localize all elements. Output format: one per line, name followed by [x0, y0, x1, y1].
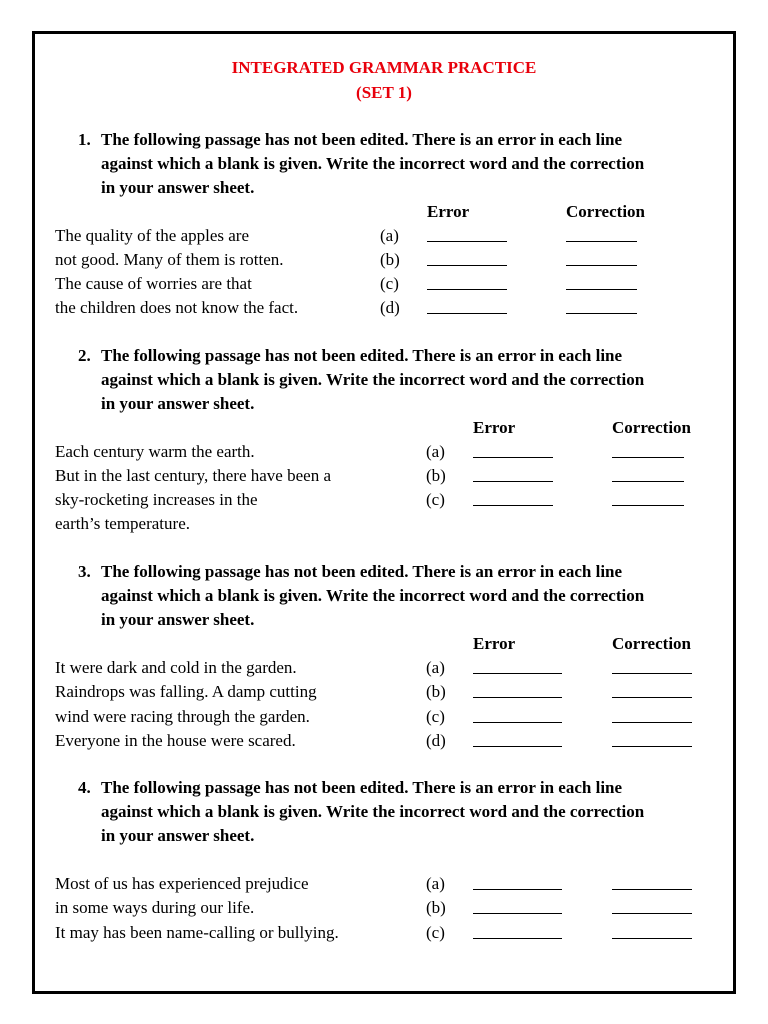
question-1-line-c: The cause of worries are that — [55, 274, 252, 293]
question-3-error-blank-a[interactable] — [473, 673, 562, 674]
question-3-line-a: It were dark and cold in the garden. — [55, 658, 297, 677]
question-4-line-a: Most of us has experienced prejudice — [55, 874, 309, 893]
question-3-correction-blank-d[interactable] — [612, 746, 692, 747]
worksheet-subtitle: (SET 1) — [356, 83, 412, 102]
question-3-label-b: (b) — [426, 682, 446, 701]
question-1-instruction: against which a blank is given. Write the incorrect word and the correction — [101, 154, 645, 173]
question-3-number: 3. — [78, 562, 91, 581]
question-4-correction-blank-a[interactable] — [612, 889, 692, 890]
question-1-correction-header: Correction — [566, 202, 645, 221]
worksheet-title: INTEGRATED GRAMMAR PRACTICE — [231, 58, 537, 77]
question-2-line-b: But in the last century, there have been a — [55, 466, 331, 485]
question-2-error-blank-b[interactable] — [473, 481, 553, 482]
question-4-label-a: (a) — [426, 874, 445, 893]
question-2-label-b: (b) — [426, 466, 446, 485]
question-2-line-d: earth’s temperature. — [55, 514, 190, 533]
question-3-correction-blank-a[interactable] — [612, 673, 692, 674]
question-4-label-c: (c) — [426, 923, 445, 942]
question-4-error-blank-c[interactable] — [473, 938, 562, 939]
page-border — [32, 31, 736, 994]
question-4-label-b: (b) — [426, 898, 446, 917]
question-1-error-blank-c[interactable] — [427, 289, 507, 290]
question-4-correction-blank-b[interactable] — [612, 913, 692, 914]
question-1-label-c: (c) — [380, 274, 399, 293]
question-2-number: 2. — [78, 346, 91, 365]
question-1-label-d: (d) — [380, 298, 400, 317]
question-3-correction-header: Correction — [612, 634, 691, 653]
question-3-error-blank-b[interactable] — [473, 697, 562, 698]
question-3-error-header: Error — [473, 634, 516, 653]
question-3-instruction: in your answer sheet. — [101, 610, 255, 629]
question-3-error-blank-d[interactable] — [473, 746, 562, 747]
question-2-instruction: against which a blank is given. Write the incorrect word and the correction — [101, 370, 645, 389]
question-2-correction-header: Correction — [612, 418, 691, 437]
question-3-instruction: The following passage has not been edited. There is an error in each line — [101, 562, 623, 581]
question-1-error-header: Error — [427, 202, 470, 221]
question-1-label-a: (a) — [380, 226, 399, 245]
question-3-label-a: (a) — [426, 658, 445, 677]
question-2-label-a: (a) — [426, 442, 445, 461]
question-4-error-blank-a[interactable] — [473, 889, 562, 890]
question-2-error-blank-c[interactable] — [473, 505, 553, 506]
question-4-line-b: in some ways during our life. — [55, 898, 255, 917]
question-1-instruction: in your answer sheet. — [101, 178, 255, 197]
question-1-line-b: not good. Many of them is rotten. — [55, 250, 284, 269]
question-1-error-blank-b[interactable] — [427, 265, 507, 266]
question-3-line-d: Everyone in the house were scared. — [55, 731, 296, 750]
question-3-line-c: wind were racing through the garden. — [55, 707, 310, 726]
question-3-correction-blank-b[interactable] — [612, 697, 692, 698]
question-4-number: 4. — [78, 778, 91, 797]
question-1-error-blank-d[interactable] — [427, 313, 507, 314]
question-3-correction-blank-c[interactable] — [612, 722, 692, 723]
question-1-correction-blank-d[interactable] — [566, 313, 637, 314]
question-2-correction-blank-c[interactable] — [612, 505, 684, 506]
question-1-label-b: (b) — [380, 250, 400, 269]
question-2-error-blank-a[interactable] — [473, 457, 553, 458]
question-4-instruction: against which a blank is given. Write the incorrect word and the correction — [101, 802, 645, 821]
question-2-error-header: Error — [473, 418, 516, 437]
question-3-error-blank-c[interactable] — [473, 722, 562, 723]
question-3-instruction: against which a blank is given. Write the incorrect word and the correction — [101, 586, 645, 605]
question-4-error-blank-b[interactable] — [473, 913, 562, 914]
question-1-error-blank-a[interactable] — [427, 241, 507, 242]
question-2-correction-blank-a[interactable] — [612, 457, 684, 458]
question-1-correction-blank-a[interactable] — [566, 241, 637, 242]
question-1-instruction: The following passage has not been edited. There is an error in each line — [101, 130, 623, 149]
question-3-label-c: (c) — [426, 707, 445, 726]
question-4-instruction: in your answer sheet. — [101, 826, 255, 845]
question-1-correction-blank-c[interactable] — [566, 289, 637, 290]
question-4-instruction: The following passage has not been edited. There is an error in each line — [101, 778, 623, 797]
question-1-line-a: The quality of the apples are — [55, 226, 250, 245]
question-2-line-c: sky-rocketing increases in the — [55, 490, 258, 509]
question-3-line-b: Raindrops was falling. A damp cutting — [55, 682, 317, 701]
question-2-label-c: (c) — [426, 490, 445, 509]
question-2-line-a: Each century warm the earth. — [55, 442, 255, 461]
question-1-number: 1. — [78, 130, 91, 149]
question-1-line-d: the children does not know the fact. — [55, 298, 299, 317]
question-2-instruction: in your answer sheet. — [101, 394, 255, 413]
question-4-correction-blank-c[interactable] — [612, 938, 692, 939]
question-1-correction-blank-b[interactable] — [566, 265, 637, 266]
question-4-line-c: It may has been name-calling or bullying. — [55, 923, 339, 942]
question-3-label-d: (d) — [426, 731, 446, 750]
question-2-correction-blank-b[interactable] — [612, 481, 684, 482]
question-2-instruction: The following passage has not been edited. There is an error in each line — [101, 346, 623, 365]
